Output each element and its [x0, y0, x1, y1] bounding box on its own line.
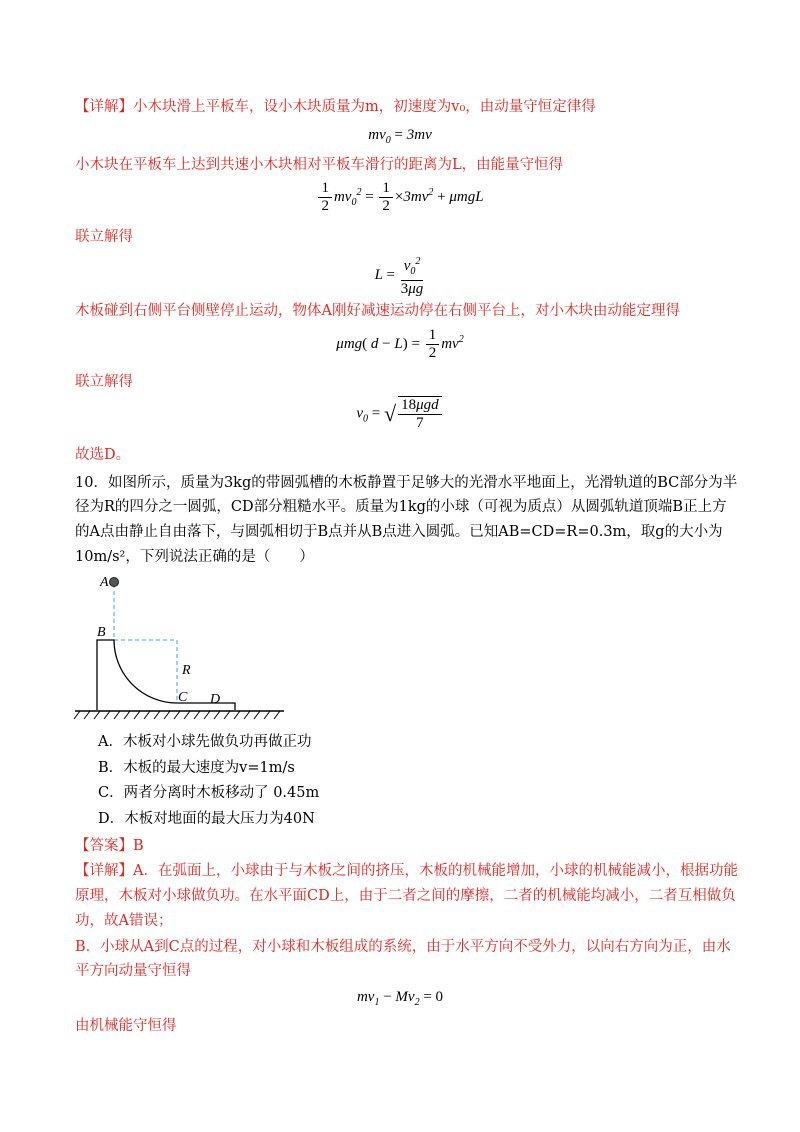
label-B: B [97, 625, 106, 640]
detail1-line2: 小木块在平板车上达到共速小木块相对平板车滑行的距离为L，由能量守恒得 [75, 157, 564, 173]
detail1-line3: 联立解得 [75, 229, 133, 245]
detail1-conclusion: 故选D。 [75, 447, 131, 463]
detail2-line3: 功，故A错误； [75, 913, 173, 929]
ball [110, 578, 119, 587]
label-A: A [100, 575, 109, 590]
equation-momentum: $mv_0 = 3mv$ [368, 127, 432, 146]
option-C: C．两者分离时木板移动了 0.45m [98, 785, 320, 801]
detail2-line4: B．小球从A到C点的过程，对小球和木板组成的系统，由于水平方向不受外力，以向右方向为正，由水 [75, 939, 731, 955]
equation-L: L = $\frac{v_0^2}{3\mu g}$ [0, 253, 800, 298]
equation-v0: $v_0$ = √ $\frac{\text{18μgd}}{7}$ [0, 396, 800, 432]
equation-momentum-2: $mv_1 - Mv_2 = 0$ [356, 989, 444, 1008]
detail2-line5: 平方向动量守恒得 [75, 963, 191, 979]
q10-figure [72, 572, 292, 722]
option-A: A．木板对小球先做负功再做正功 [98, 734, 312, 750]
equation-energy: $\frac{1}{2}$ $mv_0^2$ = $\frac{1}{2}$ $\times 3mv^2 + \mu mgL$ [0, 180, 800, 215]
detail1-line4: 木板碰到右侧平台侧壁停止运动，物体A刚好减速运动停在右侧平台上，对小木块由动能定理得 [75, 303, 680, 319]
option-D: D．木板对地面的最大压力为40N [98, 811, 315, 827]
q10-stem-line2: 径为R的四分之一圆弧，CD部分粗糙水平。质量为1kg的小球（可视为质点）从圆弧轨道顶端B正上方 [75, 499, 727, 515]
label-R: R [182, 663, 191, 678]
answer: 【答案】B [75, 838, 144, 854]
detail1-line5: 联立解得 [75, 374, 133, 390]
q10-stem-line3: 的A点由静止自由落下，与圆弧相切于B点并从B点进入圆弧。已知AB=CD=R=0.3m，取g的大小为 [75, 524, 723, 540]
label-D: D [210, 692, 221, 707]
ground-hatching [74, 711, 280, 719]
detail1-line1: 【详解】小木块滑上平板车，设小木块质量为m，初速度为v₀，由动量守恒定律得 [75, 99, 596, 115]
q10-stem-line1: 10．如图所示，质量为3kg的带圆弧槽的木板静置于足够大的光滑水平地面上，光滑轨道的BC部分为半 [75, 475, 738, 491]
equation-work-energy: μmg( d − L) = $\frac{1}{2}$ $mv^2$ [336, 327, 464, 361]
detail2-line1: 【详解】A．在弧面上，小球由于与木板之间的挤压，木板的机械能增加，小球的机械能减小，根据功能 [75, 863, 738, 879]
detail2-line2: 原理，木板对小球做负功。在水平面CD上，由于二者之间的摩擦，二者的机械能均减小，二者互相做负 [75, 888, 736, 904]
label-C: C [178, 690, 188, 705]
option-B: B．木板的最大速度为v=1m/s [98, 760, 295, 776]
detail2-line6: 由机械能守恒得 [75, 1018, 177, 1034]
q10-stem-line4: 10m/s²，下列说法正确的是（ ） [75, 549, 314, 565]
